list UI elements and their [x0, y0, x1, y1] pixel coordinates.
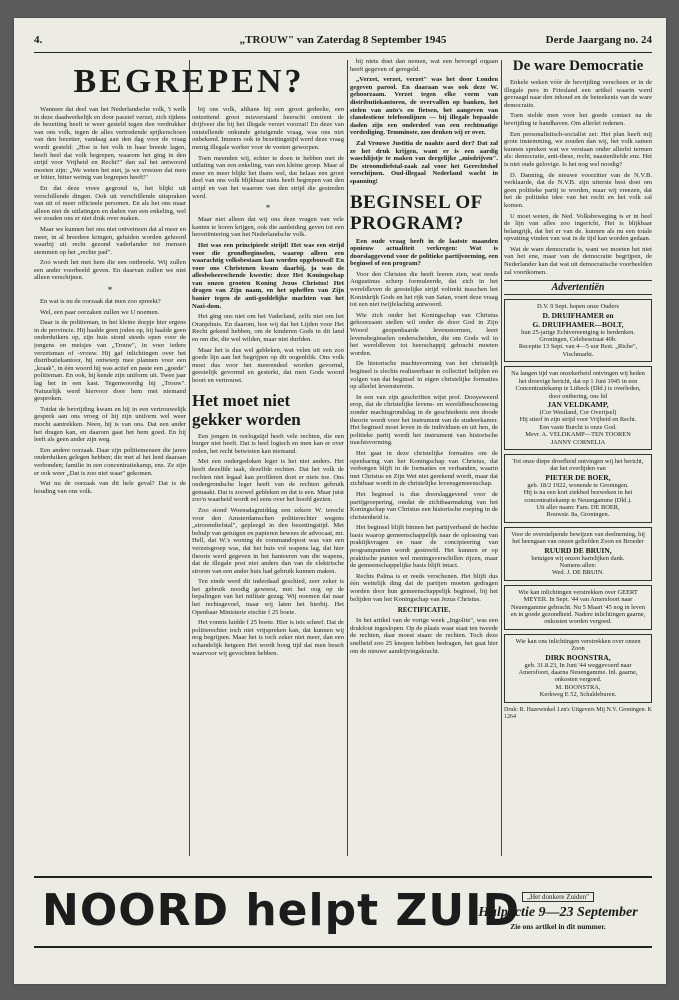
article-paragraph: Maar niet alleen dat wij ons deze vragen van vele kanten te horen krijgen, ook die aanleiding geven tot een heroriëntering van het Nederlandsche volk.	[192, 216, 344, 239]
newspaper-page	[14, 18, 666, 984]
article-paragraph: Toen meenden wij, echter te doen te hebben met de uitlating van een enkeling, van een kleine groep. Maar al meer en meer blijkt het thans wel, dat helaas een groot deel van ons volk blijkbaar niets heeft begrepen van den strijd en van het waarom van den strijd die gestreden werd.	[192, 154, 344, 200]
article-paragraph: Wel, een paar oorzaken zullen we U noemen.	[40, 308, 160, 316]
page-header	[34, 34, 652, 53]
ad-inquiry-boonstra	[504, 634, 652, 703]
ad-line: (Cor Westland, Cor Overijsel)	[539, 408, 617, 416]
article-paragraph: D. Danning, de nieuwe voorzitter van de N.V.B. verklaarde, dat de N.V.B. zijn uiterste best doet om geen politieke partij te worden, maar wij vreezen, dat het de politieke idee van het recht en het volk zal komen.	[504, 171, 652, 209]
ad-line: Wie kan ons inlichtingen verstrekken over onzen Zoon	[515, 637, 641, 653]
article-paragraph: In een van zijn geschriften wijst prof. Dooyeweerd erop, dat de christelijke levens- en wereldbeschouwing zonder machtsgrondslag in de geschiedenis een doode theorie wordt voor het instrument van de studeerkamer. Het beginsel moet leven in de individuen en uit hen, de politieke partij wordt het instrument van historische machtsvorming.	[350, 393, 498, 447]
section-divider: *	[107, 285, 113, 296]
article-paragraph: bij ons volk, althans bij een groot gedeelte, een ontzettend groot misverstand heerscht omtrent de drijfveer die bij het illegale verzet voorzat! En deze van ontstellende onkunde getuigende vraag, was ons niet onbekend. Immers ook in bezettingstijd werd deze vraag menig illegale werker voor de voeten geworpen.	[192, 106, 344, 151]
ad-line: Namens allen:	[559, 562, 597, 569]
noord-helpt-zuid-banner	[34, 876, 652, 948]
article-paragraph: Wat nu de oorzaak van dit hele geval? Dat is de houding van ons volk.	[34, 480, 186, 495]
ad-line: Uit aller naam: Fam. DE BOER,	[536, 503, 620, 511]
article-paragraph: Voor den Christen die heeft leeren zien, wat reeds Augustinus scherp formuleerde, dat zich in het wereldleven de geestelijke strijd voltrekt tusschen het Koninkrijk Gods en het rijk van Satan, voert deze vraag tot een niet twijfelachtig antwoord.	[350, 270, 498, 309]
ad-obituary-veldkamp	[504, 366, 652, 450]
article-paragraph: Het vonnis luidde f 25 boete. Hier is iets scheef. Dat de politierechter toch niet vrijspreken kan, dat kunnen wij nog begrijpen. Maar het is toch zeker niet meer, dan een schandelijk hetgeen Het wordt hoog tijd dat men beseft waarvoor wij gevochten hebben.	[192, 619, 344, 657]
article-paragraph: bij niets doet dan nemen, wat een bevoegd orgaan heeft gegeven of geregeld.	[350, 58, 498, 73]
article-paragraph: De historische machtsvorming van het christelijk beginsel is slechts realiseerbaar in collectief belijden en volgen van dat beginsel in eigen christelijke formaties op allerlei levensterrein.	[350, 360, 498, 391]
ad-line: Hij stierf in zijn strijd voor Vrijheid en Recht.	[519, 416, 637, 424]
column-1	[34, 106, 186, 906]
newspaper-title: „TROUW" van Zaterdag 8 September 1945	[239, 34, 447, 46]
ad-line: D.V. 9 Sept. hopen onze Ouders	[537, 303, 619, 311]
article-paragraph: U moet weten, de Ned. Volksbeweging is er in heel de lijn van alles zoo ingericht, Het is blijkbaar belangrijk, dat het er van de. kunnen als nu een totale opvatting vinden van wat in de tijd kan worden gedaan.	[504, 212, 652, 243]
headline-gekker: Het moet niet gekker worden	[192, 390, 301, 429]
ad-line: Na langen tijd van onzekerheid ontvingen wij heden het droevige bericht, dat op 1 Juni 1945 in een Concentratiekamp te Lübeck (Dld.) is overleden, door ontbering, ons lid	[511, 370, 645, 400]
article-paragraph: Een andere oorzaak. Daar zijn politiemensen die jaren onderduiken gelegen hebben; die met al het leed daaraan verbonden; familie in een concentratiekamp, enz. Ze zijn er ook weer „Dat is zoo niet waar" gekomen.	[34, 446, 186, 477]
article-paragraph: Daar is de politieman, in het kleine dorpje hier ergens in de provincie. Hij haalde geen joden op, hij haalde geen onderduikers op, zijn huis stond steeds open voor de jongens en meisjes van „Trouw", in voor iedere verzetsman of -vrouw. Hij gaf inlichtingen over het distributiekantoor, hij ontwierp mee plannen voor een „kraak", in één woord hij was actief en paste een „goede" politieman. En ook, hij kende zijn uniform uit. Twee jaar lag het in een kast. Tegenwoordig bij „Trouw". Natuurlijk werd hiervoor door hem met niemand gesproken.	[34, 319, 186, 403]
ad-line: Hij is na een kort ziekbed bezweken in het concentratiekamp te Neuengamme (Dld.).	[523, 489, 633, 504]
article-paragraph: Het beginsel is dus doorslaggevend voor de partijgroepering, omdat de zichtbaarmaking van het Koningschap van Christus een historische roeping in de christenheid is.	[350, 490, 498, 521]
article-paragraph: Het beginsel blijft binnen het partijverband de hechte basis waarop gemeenschappelijk naar de oplossing van praktijkvragen en naar de concipieering van programpunten wordt gestreefd. Het kunnen er op praktische punten wel meningsverschillen rijzen, maar de gemeenschappelijke basis blijft intact.	[350, 524, 498, 570]
article-paragraph: „Verzet, verzet, verzet" was het door Londen gegeven parool. En daaraan was ook deze W. gehoorzaam. Verzet tegen elke vorm van distributiekantoren, de overvallen op banken, het stelen van auto's en fietsen, het aangeven van clandestiene telefoonlijnen — bij illegale bepaalde daden zijn een onderdeel van een rechtmatige verdediging. Temminste, zoo denken wij er over.	[350, 76, 498, 137]
ad-line: geb. 18/2 1922, wonende te Groningen.	[527, 481, 629, 489]
article-paragraph: Ten einde werd dit inderdaad geschied, zeer zeker is het gebruik noodig geweest, met het oog op de bepalingen van het militair gezag. Wij noemen dat naar het rechtsgevoel, maar wij laten het hierbij. Het Openbaar Ministerie eischte f 25 boete.	[192, 578, 344, 616]
ad-name: JAN VELDKAMP,	[547, 399, 609, 409]
headline-beginsel: BEGINSEL OF PROGRAM?	[350, 191, 483, 234]
ad-line: Receptie 13 Sept. van 4—5 uur Rest. „Riche", Vischmarkt.	[518, 343, 638, 358]
banner-note: Zie ons artikel in dit nummer.	[510, 922, 606, 931]
article-paragraph: Maar het is dus wel gebleken, wat velen uit een zoo goede lijn aan het begrijpen op dit oogenblik. Ons volk moet dus voor het meerendeel worden gevormd, geestelijk gevormd en gesterkt, dat men Gods woord hoort en vertrouwt.	[192, 346, 344, 384]
ad-line: Wie kan inlichtingen verstrekken over GEERT MEYER. In Sept. '44 van Amersfoort naar Neuengamme gebracht. Nu 5 Maart '45 nog in leven en in goede gezondheid. Nadere inlichtingen gaarne, onkosten worden vergoed.	[510, 588, 646, 626]
banner-info	[470, 886, 646, 931]
article-paragraph: En wat is nu de oorzaak dat men zoo spreekt?	[40, 298, 161, 306]
ad-line: Rouwstr. 8a, Groningen.	[546, 511, 610, 519]
column-2	[192, 106, 344, 906]
ad-inquiry-meyer	[504, 585, 652, 630]
ad-anniversary	[504, 299, 652, 362]
column-rule	[347, 60, 348, 856]
article-paragraph: Het was een principieele strijd! Het was een strijd voor die grondbeginselen, waarop alleen een waarachtig volksbestaan kan worden opgebouwd! En voor ons Christenen kwam daarbij, ja was de allesbeheerschende kwestie: deze Het Koningschap van onzen grooten Koning Jezus Christus! Het dragen van Zijn naam, en het opheffen van Zijn banier tegen de anti-goddelijke machten van het Nazi-dom.	[192, 241, 344, 310]
article-paragraph: Wanneer dat deel van het Nederlandsche volk, 't welk in deze daadwerkelijk en door passief verzet, zich tijdens de bezetting heeft te weer gesteld tegen den verdrukker van ons volk, tegen de alles vertredende spijkerschoen van den bezetter, vandaag aan den dag voor de vraag wordt gesteld: „Hoe is het volk in haar breede lagen, heeft heel dat volk begrepen, waarom het ging in den strijd voor Vrijheid en Recht?" dan zal het antwoord moeten zijn: „We weten het niet, ja we vreezen dat men er bitter, bitter weinig van begrepen heeft!"	[34, 106, 186, 182]
ad-line: JANNY CORNELIA	[550, 438, 606, 446]
column-3	[350, 58, 498, 858]
ad-line: betuigen wij onzen hartelijken dank.	[531, 554, 625, 562]
banner-dates: Hulpactie 9—23 September	[478, 905, 638, 920]
article-paragraph: Zoo stond Woensdagmiddag een zekere W. terecht voor den Amsterdamschen politierechter wegens „stroomdiefstal", gepleegd in den bezettingstijd. Met behulp van getuigen en papieren bewees de advocaat, mr. Hell, dat W.'s woning de commandopost was van een verzetsgroep was, dat het huis vol wapens lag, dat hier theorie werd gegeven in het hanteeren van die wapens, dat de illegale post niet anders dan van de elektrische stroom van een ander huis had gebruik kunnen maken.	[192, 506, 344, 575]
ad-name: G. DRUIFHAMER—BOLT,	[532, 319, 624, 329]
printer-credit: Druk: R. Hazewinkel J.zn's Uitgevers Mij N.V. Groningen. K 1264	[504, 706, 652, 721]
article-paragraph: Zal Vrouwe Justitia de naakte aard der? Dat zal ze het druk krijgen, want er is een aardig waschlijstje te maken van dergelijke „misdrijven". De stroomdiefstal-zaak zal voor het Gerechtshof verschijnen. Oud-illegaal Nederland wacht in spanning!	[350, 139, 498, 185]
article-paragraph: Enkele weken vóór de bevrijding verscheen er in de illegale pers in Friesland een artikel waarin werd gevraagd naar den inhoud en de beteekenis van de ware democratie.	[504, 79, 652, 109]
ad-line: Tot onze diepe droefheid ontvingen wij het bericht, dat het overlijden van	[512, 457, 644, 473]
section-divider: *	[265, 203, 271, 214]
article-paragraph: Rechts Palma is er reeds verschenen. Het blijft dus één wettelijk ding dat de partijen moeten gedragen worden door hun gemeenschappelijk beginsel, bij het belijden van het Koningschap van Jezus Christus.	[350, 572, 498, 603]
correction-text: In het artikel van de vorige week „Ingolite", was een drukfout ingeslopen. Op de plaats waar staat ten tweede de rechten, daar moest staan: de rechten. Toch deze snelheid zoo 25 knopen hebben bedragen, het gaat hier om de nieuwe aandrijvingskracht.	[350, 617, 498, 655]
article-paragraph: Zoo wordt het met hem die een ontbreekt. Wij zullen een ander voorbeeld geven. En daarvan zullen we niet alleen verschijnen.	[34, 259, 186, 282]
headline-begrepen: BEGREPEN?	[73, 63, 305, 100]
volume-number: Derde Jaargang no. 24	[545, 34, 652, 46]
banner-label: „Het donkere Zuiden"	[522, 892, 594, 902]
ad-line: hun 25-jarige Echtvereeniging te herdenken.	[521, 328, 635, 336]
headline-democratie: De ware Democratie	[512, 58, 644, 74]
ad-line: Groningen, Celebesstraat 40b.	[539, 336, 617, 344]
ad-line: Wed. J. DE BRUIN.	[551, 569, 605, 577]
article-paragraph: Het gaat in deze christelijke formaties om de openbaring van het Koningschap van Christus, dat verborgen blijft in de formaties en verbanden, waarin met Christus en Zijn Wet niet gerekend wordt, maar dat zichtbaar wordt in de christelijke levensgemeenschap.	[350, 449, 498, 488]
article-paragraph: Het ging ons niet om het Vaderland, zelfs niet om het Oranjehuis. En daarom, hoe wij dat het Lijden voor Het Recht gekend hebben, om de kinderen Gods in dit land en om die, die wel wilden, maar niet durfden.	[192, 313, 344, 344]
ad-line: Mevr. A. VELDKAMP—TEN TOOREN	[525, 431, 631, 439]
page-number: 4.	[34, 34, 43, 46]
article-paragraph: Wie zich onder het Koningschap van Christus gehoorzaam stellen wil onder de door God in Zijn Woord geopenbaarde levensnormen, leert levensbeginselen onderscheiden, die om Gods wil in het wereldleven tot heerschappij gebracht moeten worden.	[350, 311, 498, 357]
ad-line: geb. 31.8.23, In Juni '44 weggevoerd naar Amersfoort, daarna Neuengamme. Inl. gaarne, onkosten vergoed.	[518, 661, 638, 684]
article-paragraph: Toen stelde men voor het goede contact na de bevrijding te handhaven. Om allerlei redenen.	[504, 112, 652, 127]
banner-title: NOORD helpt ZUID	[42, 885, 520, 936]
ad-line: Een vaste Burcht is onze God.	[539, 423, 617, 431]
column-rule	[189, 60, 190, 856]
ad-name: PIETER DE BOER,	[545, 472, 611, 482]
correction-title: RECTIFICATIE.	[397, 606, 451, 615]
ad-line: M. BOONSTRA,	[555, 683, 601, 691]
ad-name: D. DRUIFHAMER en	[542, 310, 614, 320]
column-4	[504, 58, 652, 858]
ad-line: Kerkweg E 52, Schaldeburen.	[539, 691, 617, 699]
ad-name: RUURD DE BRUIN,	[544, 545, 612, 555]
article-paragraph: En dat deze vrees gegrond is, het blijkt uit verschillende dingen. Ook uit verschillende uitspraken van uit of meer officieele personen. En als het ons maar alleen niet de uitlatingen en daden van een enkeling, wel we zouden ons er niet druk over maken.	[34, 184, 186, 223]
article-paragraph: Een personalistisch-socialist zei: Het plan heeft mij grote instemming, we zouden dan wij, het volk samen kunnen spreken wat we verstaan onder allerlei termen als: democratie, anti-these, recht, naastenliefde enz. Het is niet oude gelovige. Is het nog wel noodig?	[504, 130, 652, 168]
article-paragraph: Met een ondergedoken leger is het niet anders. Het heeft dezelfde taak, dezelfde rechten. Dat het volk de rechten niet legaal kan profileren doet er niets toe. Ons ondergrondsche leger heeft van de rechten gebruik gemaakt. Dat is zoowel gebleken en dat is een. Maar juist zoo'n waarheid wordt eel eens over het hoofd gezien.	[192, 458, 344, 504]
advertisements-header: Advertentiën	[504, 280, 652, 295]
article-paragraph: Totdat de bevrijding kwam en hij in een vertrouwelijk gesprek aan ons vroeg of hij zijn uniform wel weer mocht aantrekken. Neen, hij is van ons. Dat een ander het dragen kan, en daarom gaat het hem goed. En hij leeft als geen ander zijn weg.	[34, 405, 186, 444]
article-paragraph: Een jongen in oorlogstijd heeft vele rechten, die een burger niet heeft. Dat is heel logisch en men kan er over reden, het recht betwisten kan niemand.	[192, 432, 344, 455]
article-paragraph: Wat de ware democratie is, want we moeten het niet van het ene, maar van de democratie begrijpen, de Nederlander kan dat wat uit democratische voorbeelden zal voortkomen.	[504, 245, 652, 276]
ad-obituary-deboer	[504, 454, 652, 523]
article-paragraph: Een oude vraag heeft in de laatste maanden opnieuw actualiteit verkregen: Wat is doorslaggevend voor de politieke partijvorming, een beginsel of een program?	[350, 237, 498, 268]
ad-line: Voor de overstelpende bewijzen van deelneming, bij het heengaan van onzen geliefden Zoon en Broeder	[511, 530, 645, 546]
article-paragraph: Maar we kunnen het ons niet ontveinzen dat al meer en meer, in al breedere kringen, geluiden worden gehoord waarbij uit recht gezond vaderlander tot mensen stemmen op het „rechte pad".	[34, 225, 186, 256]
column-rule	[501, 60, 502, 856]
ad-thanks-debruin	[504, 527, 652, 581]
ad-name: DIRK BOONSTRA,	[545, 652, 611, 662]
